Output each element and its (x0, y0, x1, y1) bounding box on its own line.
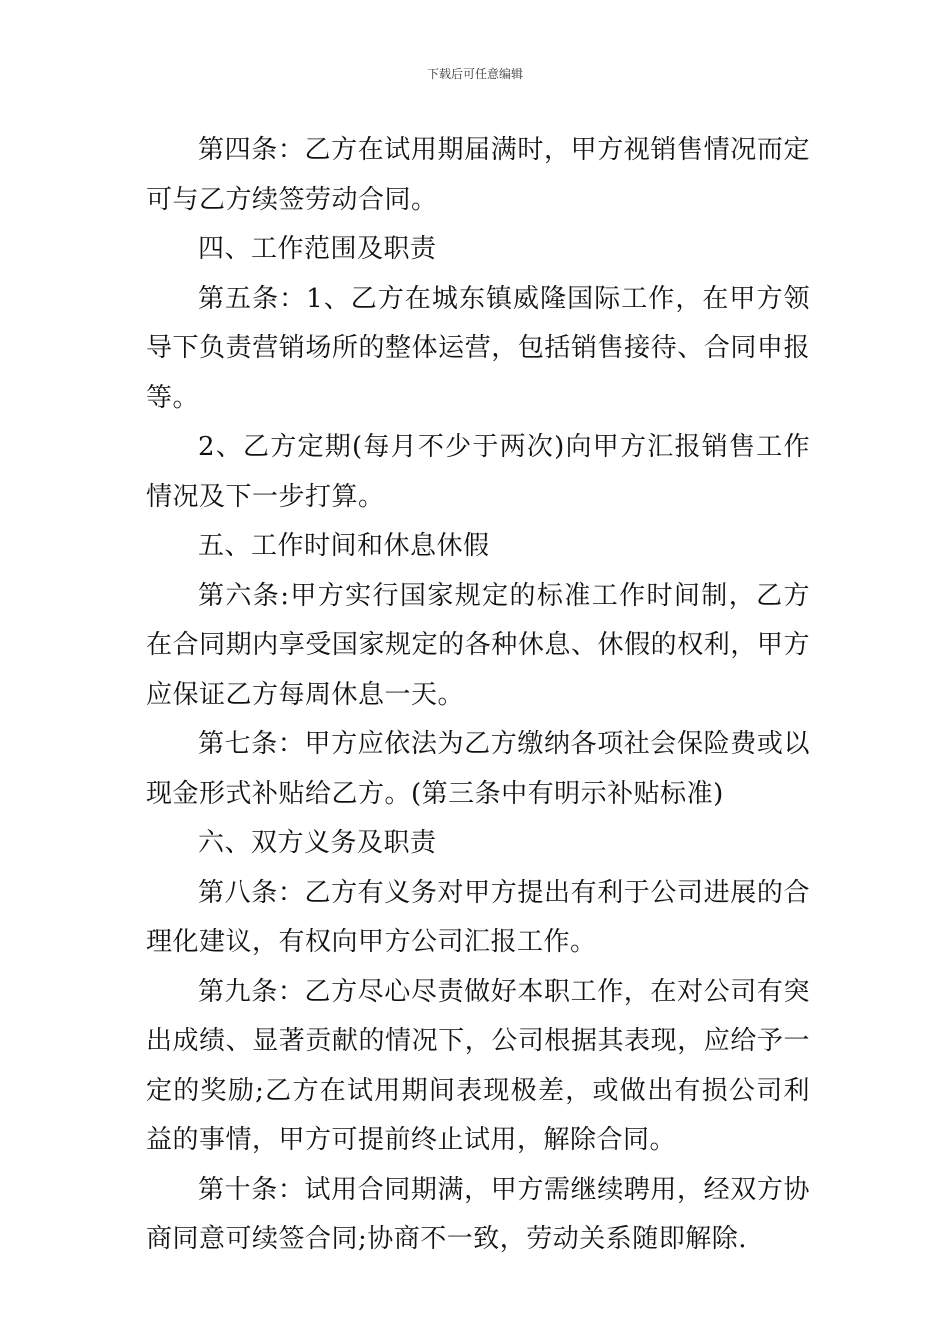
page-header: 下载后可任意编辑 (426, 67, 523, 81)
paragraph-article-9: 第九条：乙方尽心尽责做好本职工作，在对公司有突出成绩、显著贡献的情况下，公司根据其表现，应给予一定的奖励;乙方在试用期间表现极差，或做出有损公司利益的事情，甲方可提前终止试用，解除合同。 (146, 976, 810, 1155)
paragraph-article-7: 第七条：甲方应依法为乙方缴纳各项社会保险费或以现金形式补贴给乙方。(第三条中有明示补贴标准) (146, 729, 810, 809)
section-heading-4: 四、工作范围及职责 (198, 234, 437, 264)
paragraph-article-5-item-1: 第五条：1、乙方在城东镇威隆国际工作，在甲方领导下负责营销场所的整体运营，包括销售接待、合同申报等。 (146, 283, 810, 413)
section-heading-6: 六、双方义务及职责 (198, 828, 437, 858)
section-heading-5: 五、工作时间和休息休假 (198, 531, 490, 561)
paragraph-article-5-item-2: 2、乙方定期(每月不少于两次)向甲方汇报销售工作情况及下一步打算。 (146, 432, 810, 512)
paragraph-article-8: 第八条：乙方有义务对甲方提出有利于公司进展的合理化建议，有权向甲方公司汇报工作。 (146, 877, 810, 957)
paragraph-article-4: 第四条：乙方在试用期届满时，甲方视销售情况而定可与乙方续签劳动合同。 (146, 135, 810, 215)
document-body (146, 126, 810, 1265)
paragraph-article-10: 第十条：试用合同期满，甲方需继续聘用，经双方协商同意可续签合同;协商不一致，劳动关系随即解除. (146, 1174, 810, 1254)
paragraph-article-6: 第六条:甲方实行国家规定的标准工作时间制，乙方在合同期内享受国家规定的各种休息、休假的权利，甲方应保证乙方每周休息一天。 (146, 580, 810, 710)
